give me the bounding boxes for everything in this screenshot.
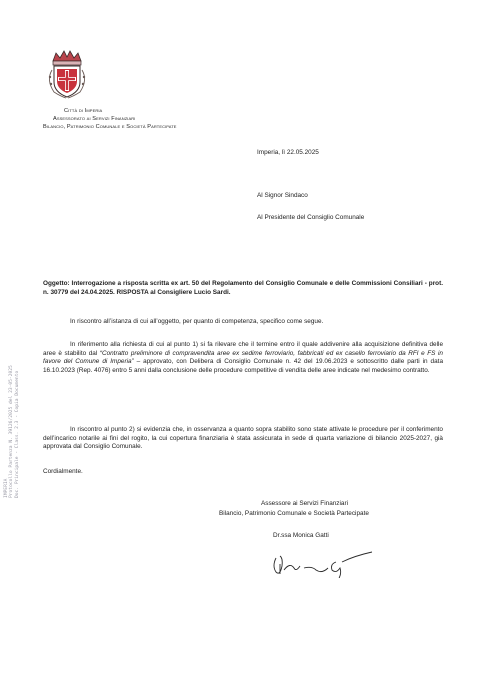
protocol-stamp-line-1: IMPERIA [4, 478, 9, 498]
signature-role-2: Bilancio, Patrimonio Comunale e Società Partecipate [219, 510, 369, 517]
subject: Oggetto: Interrogazione a risposta scritta ex art. 50 del Regolamento del Consiglio Comunale e delle Commissioni Consiliari - prot. n. 30779 del 24.04.2025. RISPOSTA al Consigliere Lucio Sardi. [43, 280, 443, 296]
protocol-stamp [4, 365, 20, 498]
city-crest-icon [44, 50, 90, 100]
protocol-stamp-line-3: Doc. Principale - Class. 2.3 - Copia Documento [14, 370, 20, 498]
paragraph-point-1-text-b: – approvato, con Delibera di Consiglio Comunale n. 42 del 19.06.2023 e sottoscritto dalle parti in data 16.10.2023 (Rep. 4076) entro 5 anni dalla conclusione delle procedure competitive di vendita delle aree indicate nel medesimo contratto. [43, 358, 443, 374]
recipient-mayor: Al Signor Sindaco [257, 192, 308, 199]
signature-name: Dr.ssa Monica Gatti [273, 532, 329, 539]
letterhead-city: Città di Imperia [64, 108, 103, 114]
paragraph-point-1 [43, 341, 443, 375]
signature-role-1: Assessore ai Servizi Finanziari [261, 500, 349, 507]
paragraph-point-2: In riscontro al punto 2) si evidenzia che, in osservanza a quanto sopra stabilito sono state attivate le procedure per il conferimento dell’incarico notarile ai fini del rogito, la cui copertura finanziaria è stata assicurata in sede di quarta variazione di bilancio 2025-2027, già approvata dal Consiglio Comunale. [43, 426, 443, 451]
place-date: Imperia, lì 22.05.2025 [257, 149, 319, 156]
letterhead-department: Bilancio, Patrimonio Comunale e Società Partecipate [43, 124, 177, 130]
paragraph-point-1-text-a: In riferimento alla richiesta di cui al punto 1) si fa rilevare che il termine entro il quale addivenire alla acquisizione definitiva delle aree è stabilito dal [43, 341, 443, 357]
contract-title-quote: “Contratto preliminore di compravendita aree ex sedime ferroviario, fabbricati ed ex casello ferroviario da RFI e FS in favore del Comune di Imperia” [43, 349, 443, 366]
letterhead-office: Assessorato ai Servizi Finanziari [53, 116, 136, 122]
handwritten-signature-icon [268, 548, 378, 578]
closing: Cordialmente. [43, 468, 83, 475]
paragraph-intro: In riscontro all’istanza di cui all’oggetto, per quanto di competenza, specifico come segue. [70, 318, 324, 325]
protocol-stamp-line-2: Protocollo Partenza N. 39126/2025 del 23-05-2025 [9, 365, 15, 498]
recipient-council-president: Al Presidente del Consiglio Comunale [257, 214, 365, 221]
